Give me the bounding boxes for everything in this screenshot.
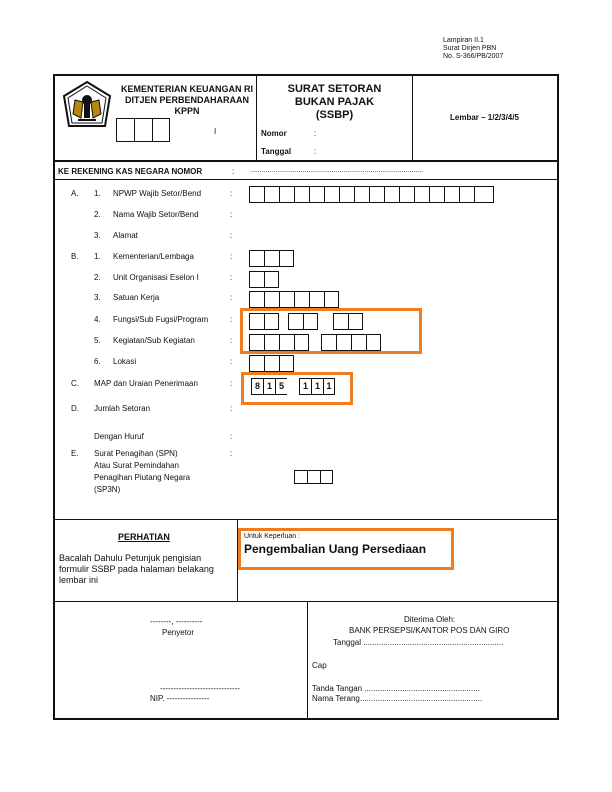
map-digit-1: 8: [251, 378, 263, 395]
map-digit-3: 5: [275, 378, 287, 395]
tanggal-colon: :: [314, 147, 317, 156]
row-a3-colon: :: [230, 231, 233, 240]
row-b3-colon: :: [230, 293, 233, 302]
bank-ttd[interactable]: Tanda Tangan ....................................................: [312, 684, 480, 693]
row-b5-colon: :: [230, 336, 233, 345]
header-bottom-rule: [54, 160, 558, 162]
row-b6-num: 6.: [94, 357, 101, 366]
agency-line-2: DITJEN PERBENDAHARAAN: [124, 95, 249, 105]
row-b4-num: 4.: [94, 315, 101, 324]
row-a3-label: Alamat: [113, 231, 138, 240]
perhatian-line-3: lembar ini: [59, 575, 99, 585]
kppn-marker: I: [214, 127, 217, 136]
map-digit-2: 1: [263, 378, 275, 395]
keperluan-label: Untuk Keperluan :: [244, 533, 301, 540]
row-e-line-2: Atau Surat Pemindahan: [94, 461, 179, 470]
highlight-map-code: [241, 372, 353, 405]
section-a: A.: [71, 189, 79, 198]
perhatian-line-2: formulir SSBP pada halaman belakang: [59, 564, 214, 574]
agency-block: [118, 84, 256, 117]
rekening-label: KE REKENING KAS NEGARA NOMOR: [58, 167, 203, 176]
penyetor-nip: NIP. ----------------: [150, 694, 210, 703]
row-b2-label: Unit Organisasi Eselon I: [113, 273, 199, 282]
row-a2-label: Nama Wajib Setor/Bend: [113, 210, 199, 219]
nomor-colon: :: [314, 129, 317, 138]
map-digit-4: 1: [299, 378, 311, 395]
row-e-label: [94, 449, 190, 495]
attachment-note-line-2: Surat Dirjen PBN: [443, 45, 497, 52]
perhatian-top-rule: [54, 519, 558, 520]
bank-cap: Cap: [312, 661, 327, 670]
keperluan-value[interactable]: Pengembalian Uang Persediaan: [244, 542, 427, 556]
garuda-emblem-icon: [61, 80, 113, 132]
title-line-1: SURAT SETORAN: [287, 83, 382, 95]
row-e-line-4: (SP3N): [94, 485, 121, 494]
title-line-3: (SSBP): [315, 109, 354, 121]
title-line-2: BUKAN PAJAK: [294, 96, 375, 108]
agency-line-3: KPPN: [174, 106, 200, 116]
perhatian-title: PERHATIAN: [118, 532, 170, 542]
row-a1-num: 1.: [94, 189, 101, 198]
section-e: E.: [71, 449, 79, 458]
row-b2-colon: :: [230, 273, 233, 282]
perhatian-line-1: Bacalah Dahulu Petunjuk pengisian: [59, 553, 202, 563]
signature-top-rule: [54, 601, 558, 602]
row-b3-label: Satuan Kerja: [113, 293, 160, 302]
rekening-number-field[interactable]: .........................................................................................: [250, 167, 424, 174]
row-b1-colon: :: [230, 252, 233, 261]
perhatian-text: [59, 553, 214, 586]
signature-divider: [307, 601, 308, 719]
rekening-rule: [54, 179, 558, 180]
row-b1-num: 1.: [94, 252, 101, 261]
rekening-colon: :: [232, 167, 235, 176]
row-d-label: Jumlah Setoran: [94, 404, 151, 413]
row-b4-label: Fungsi/Sub Fugsi/Program: [113, 315, 209, 324]
row-e-line-3: Penagihan Piutang Negara: [94, 473, 191, 482]
row-b2-num: 2.: [94, 273, 101, 282]
row-a1-label: NPWP Wajib Setor/Bend: [113, 189, 202, 198]
penyetor-date: --------, ----------: [150, 617, 203, 626]
row-b5-num: 5.: [94, 336, 101, 345]
row-a2-colon: :: [230, 210, 233, 219]
bank-diterima: Diterima Oleh:: [404, 615, 456, 624]
row-c-colon: :: [230, 379, 233, 388]
bank-name: BANK PERSEPSI/KANTOR POS DAN GIRO: [349, 626, 510, 635]
highlight-keperluan: [238, 528, 454, 570]
bank-tanggal[interactable]: Tanggal ...............................................................: [333, 638, 504, 647]
row-a1-colon: :: [230, 189, 233, 198]
section-d: D.: [71, 404, 79, 413]
penyetor-sign-line[interactable]: ------------------------------: [160, 684, 240, 693]
agency-line-1: KEMENTERIAN KEUANGAN RI: [120, 84, 253, 94]
map-digit-5: 1: [311, 378, 323, 395]
row-b5-label: Kegiatan/Sub Kegiatan: [113, 336, 195, 345]
row-b4-colon: :: [230, 315, 233, 324]
row-a3-num: 3.: [94, 231, 101, 240]
row-huruf-label: Dengan Huruf: [94, 432, 144, 441]
row-c-label: MAP dan Uraian Penerimaan: [94, 379, 198, 388]
row-e-colon: :: [230, 449, 233, 458]
attachment-note-line-1: Lampiran II.1: [443, 37, 484, 44]
bank-nama[interactable]: Nama Terang.......................................................: [312, 694, 483, 703]
section-c: C.: [71, 379, 79, 388]
header-divider-2: [412, 75, 413, 160]
highlight-fungsi-kegiatan: [240, 308, 422, 354]
row-b3-num: 3.: [94, 293, 101, 302]
row-e-line-1: Surat Penagihan (SPN): [94, 449, 178, 458]
tanggal-label: Tanggal: [261, 147, 292, 156]
attachment-note-line-3: No. S-366/PB/2007: [443, 53, 504, 60]
attachment-note: [443, 37, 503, 61]
row-d-colon: :: [230, 404, 233, 413]
lembar-label: Lembar – 1/2/3/4/5: [450, 113, 519, 122]
form-title: [257, 83, 412, 122]
nomor-label: Nomor: [261, 129, 287, 138]
row-a2-num: 2.: [94, 210, 101, 219]
row-huruf-colon: :: [230, 432, 233, 441]
penyetor-label: Penyetor: [162, 628, 195, 637]
row-b6-label: Lokasi: [113, 357, 137, 366]
section-b: B.: [71, 252, 79, 261]
map-digit-6: 1: [323, 378, 335, 395]
row-b1-label: Kementerian/Lembaga: [113, 252, 194, 261]
row-b6-colon: :: [230, 357, 233, 366]
